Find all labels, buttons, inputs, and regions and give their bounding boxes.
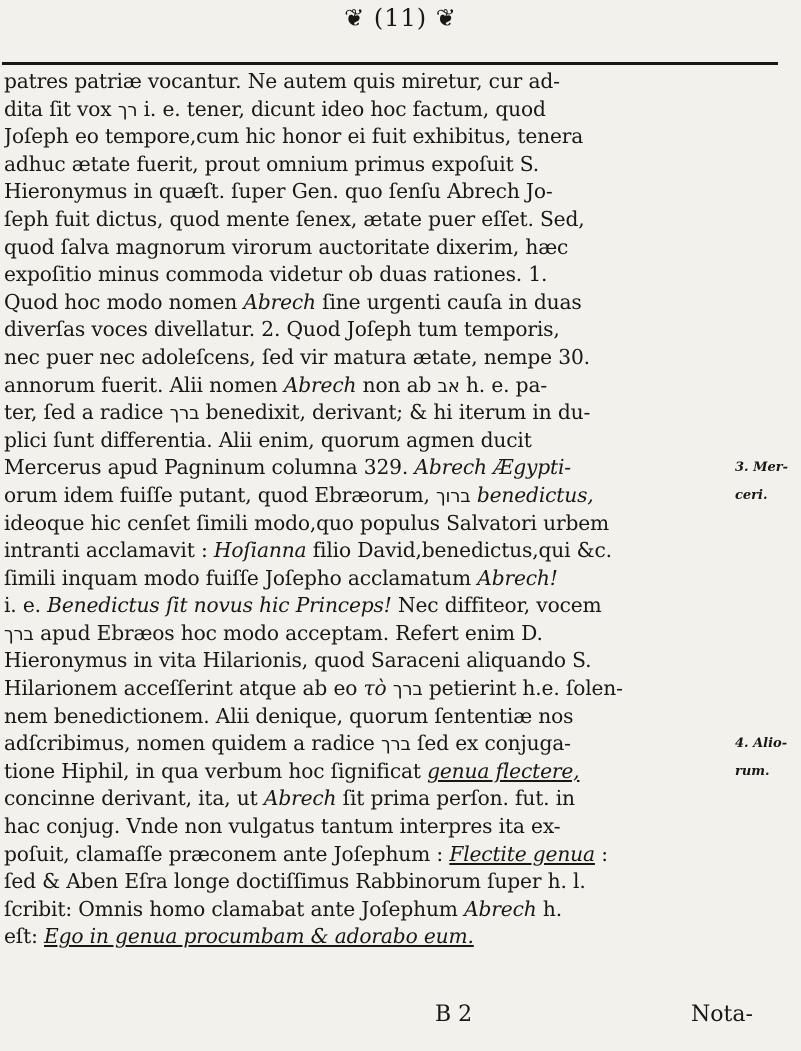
text-line: [4, 68, 716, 96]
text-segment: tione Hiphil, in qua verbum hoc ſignificat: [4, 758, 428, 783]
text-line: [4, 868, 716, 896]
text-segment: expoſitio minus commoda videtur ob duas rationes. 1.: [4, 262, 548, 287]
text-segment: petierint h.e. ſolen-: [422, 676, 623, 701]
italic-text: Hoſianna: [213, 538, 307, 563]
text-line: [4, 675, 716, 703]
text-segment: patres patriæ vocantur. Ne autem quis miretur, cur ad-: [4, 69, 560, 93]
text-segment: Nec diffiteor, vocem: [391, 593, 602, 618]
text-segment: ſed ex conjuga-: [410, 731, 571, 756]
running-header: ❦ (11) ❦: [344, 4, 457, 32]
text-segment: adſcribimus, nomen quidem a radice: [4, 731, 381, 756]
text-segment: intranti acclamavit :: [4, 538, 214, 563]
text-segment: plici ſunt differentia. Alii enim, quorum agmen ducit: [4, 427, 532, 452]
text-segment: h.: [536, 896, 562, 921]
text-line: [4, 289, 716, 317]
text-line: [4, 151, 716, 179]
text-segment: Joſeph eo tempore,cum hic honor ei fuit exhibitus, tenera: [4, 124, 584, 149]
text-line: [4, 316, 716, 344]
body-text: [4, 68, 716, 951]
text-segment: ſine urgenti cauſa in duas: [315, 289, 582, 314]
text-segment: ideoque hic cenſet ſimili modo,quo populus Salvatori urbem: [4, 510, 610, 535]
text-line: [4, 427, 716, 455]
text-segment: diverſas voces divellatur. 2. Quod Joſeph tum temporis,: [4, 317, 560, 342]
text-segment: ſcribit: Omnis homo clamabat ante Joſephum: [4, 896, 465, 921]
header-rule: [2, 62, 778, 65]
text-segment: Hieronymus in quæſt. ſuper Gen. quo ſenſu Abrech Jo-: [4, 179, 553, 204]
italic-text: Abrech: [263, 786, 337, 811]
italic-text: benedictus,: [476, 482, 594, 507]
text-segment: i. e. tener, dicunt ideo hoc factum, quod: [137, 96, 546, 121]
text-line: [4, 123, 716, 151]
text-segment: quod ſalva magnorum virorum auctoritate dixerim, hæc: [4, 234, 569, 259]
italic-text: Abrech: [243, 289, 316, 314]
text-line: [4, 565, 716, 593]
hebrew-word: ברך: [4, 623, 34, 645]
signature-mark: B 2: [435, 1002, 473, 1027]
text-line: [4, 785, 716, 813]
text-segment: ſed & Aben Eſra longe doctiſſimus Rabbinorum ſuper h. l.: [4, 869, 586, 894]
italic-text: Abrech Ægypti-: [414, 455, 571, 480]
text-line: [4, 178, 716, 206]
hebrew-word: ברך: [392, 679, 423, 701]
text-segment: orum idem fuiſſe putant, quod Ebræorum,: [4, 482, 436, 507]
italic-text: Flectite genua: [449, 841, 595, 866]
hebrew-word: ברך: [380, 734, 411, 756]
text-line: [4, 206, 716, 234]
text-segment: Hilarionem acceſſerint atque ab eo: [4, 676, 364, 701]
text-line: [4, 537, 716, 565]
text-segment: apud Ebræos hoc modo acceptam. Refert enim D.: [33, 620, 543, 645]
text-segment: Mercerus apud Pagninum columna 329.: [4, 455, 415, 480]
text-segment: dita ſit vox: [4, 96, 118, 121]
text-segment: ſeph fuit dictus, quod mente ſenex, ætate puer eſſet. Sed,: [4, 206, 585, 231]
margin-note: ceri.: [735, 488, 768, 503]
italic-text: Ego in genua procumbam & adorabo eum.: [44, 924, 474, 949]
italic-text: Abrech: [283, 372, 357, 397]
text-segment: ſimili inquam modo fuiſſe Joſepho acclamatum: [4, 565, 478, 590]
text-line: [4, 813, 716, 841]
text-line: [4, 592, 716, 620]
text-line: [4, 399, 716, 427]
text-line: [4, 841, 716, 869]
italic-text: τὸ: [363, 676, 387, 701]
text-segment: Hieronymus in vita Hilarionis, quod Saraceni aliquando S.: [4, 648, 592, 673]
catchword: Nota-: [691, 1002, 753, 1027]
text-line: [4, 896, 716, 924]
text-line: [4, 620, 716, 648]
text-segment: i. e.: [4, 593, 48, 618]
hebrew-word: ברוך: [436, 485, 471, 507]
text-segment: h. e. pa-: [459, 372, 548, 397]
text-segment: :: [594, 841, 608, 866]
text-segment: ſit prima perſon. fut. in: [336, 786, 575, 811]
hebrew-word: רך: [117, 99, 138, 121]
text-segment: hac conjug. Vnde non vulgatus tantum interpres ita ex-: [4, 814, 561, 839]
text-segment: nem benedictionem. Alii denique, quorum ſententiæ nos: [4, 703, 574, 728]
text-segment: filio David,benedictus,qui &c.: [306, 538, 612, 563]
text-line: [4, 234, 716, 262]
margin-note: 4. Alio-: [735, 736, 788, 752]
text-line: [4, 510, 716, 538]
text-line: [4, 647, 716, 675]
text-line: [4, 372, 716, 400]
text-line: [4, 482, 716, 510]
text-segment: poſuit, clamaſſe præconem ante Joſephum :: [4, 841, 450, 866]
text-segment: concinne derivant, ita, ut: [4, 786, 264, 811]
text-segment: non ab: [356, 372, 438, 397]
text-segment: adhuc ætate fuerit, prout omnium primus expoſuit S.: [4, 151, 540, 176]
text-segment: Quod hoc modo nomen: [4, 289, 244, 314]
margin-note: 3. Mer-: [735, 460, 789, 476]
text-line: [4, 923, 716, 951]
hebrew-word: ברך: [169, 403, 200, 425]
text-line: [4, 703, 716, 731]
text-segment: benedixit, derivant; & hi iterum in du-: [199, 400, 591, 425]
hebrew-word: אב: [437, 375, 460, 397]
text-segment: ter, ſed a radice: [4, 400, 170, 425]
text-segment: nec puer nec adoleſcens, ſed vir matura ætate, nempe 30.: [4, 344, 590, 369]
text-segment: annorum fuerit. Alii nomen: [4, 372, 284, 397]
italic-text: genua flectere,: [427, 758, 580, 783]
italic-text: Abrech!: [477, 565, 558, 590]
italic-text: Abrech: [464, 896, 537, 921]
text-line: [4, 454, 716, 482]
text-line: [4, 261, 716, 289]
italic-text: Benedictus ſit novus hic Princeps!: [47, 593, 392, 618]
text-line: [4, 344, 716, 372]
text-segment: eſt:: [4, 924, 44, 949]
text-line: [4, 96, 716, 124]
text-line: [4, 730, 716, 758]
margin-note: rum.: [735, 764, 770, 779]
text-line: [4, 758, 716, 786]
